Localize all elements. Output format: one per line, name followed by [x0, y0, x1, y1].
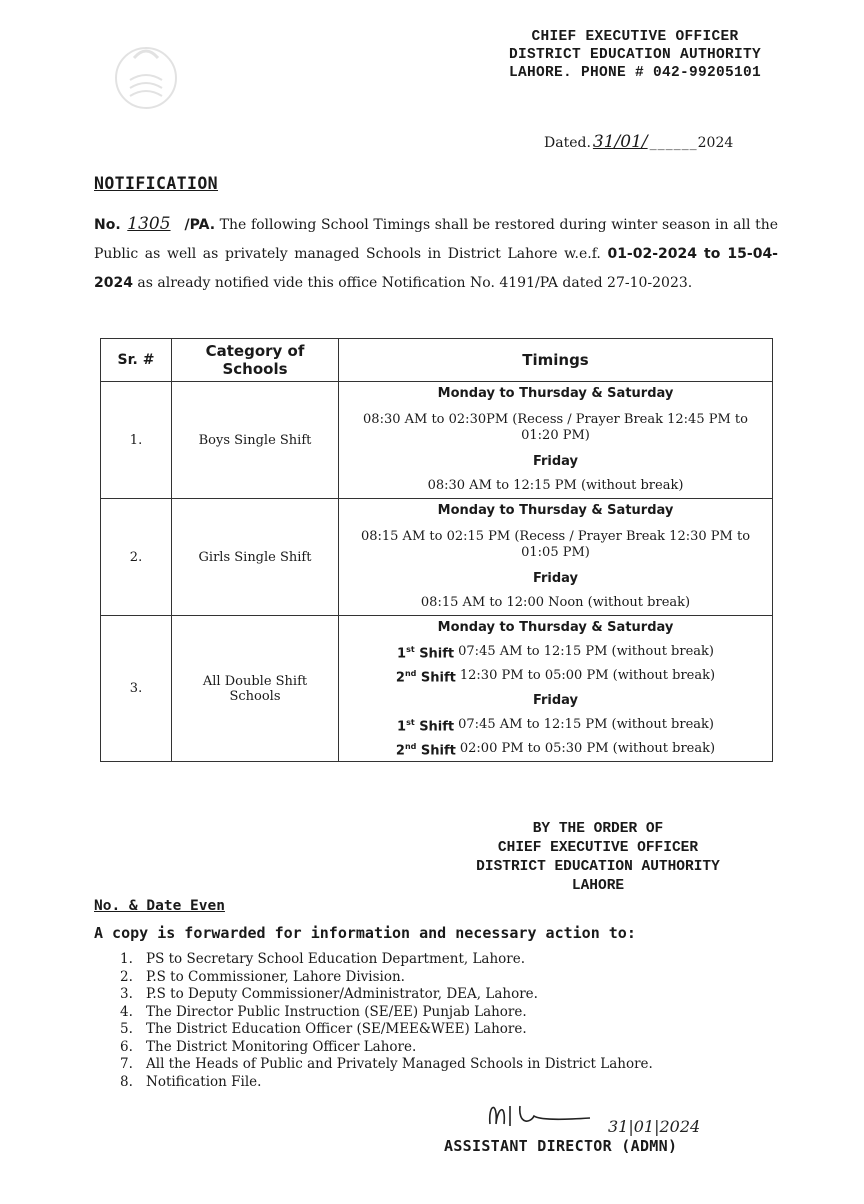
shift-label: Shift [419, 646, 455, 662]
list-item [120, 986, 653, 1004]
row-sr: 3. [101, 616, 172, 762]
shift-ordinal: nd [404, 741, 417, 751]
list-item-text: Notification File. [146, 1073, 262, 1090]
notification-number: 1305 [127, 214, 171, 234]
list-item-text: The District Education Officer (SE/MEE&WEE) Lahore. [146, 1021, 527, 1037]
weekday-time: 08:30 AM to 02:30PM (Recess / Prayer Break 12:45 PM to 01:20 PM) [363, 412, 748, 443]
list-item-number: 5. [120, 1021, 133, 1037]
dated-label: Dated. [544, 135, 591, 151]
list-item-text: All the Heads of Public and Privately Managed Schools in District Lahore. [146, 1056, 653, 1072]
shift-number: 1 [397, 718, 407, 734]
friday-heading: Friday [532, 692, 579, 708]
notification-no-label: No. [94, 217, 121, 233]
list-item-text: P.S to Deputy Commissioner/Administrator, DEA, Lahore. [146, 986, 538, 1002]
friday-heading: Friday [532, 571, 579, 586]
list-item-text: The District Monitoring Officer Lahore. [146, 1038, 417, 1055]
weekday-time: 08:15 AM to 02:15 PM (Recess / Prayer Break 12:30 PM to 01:05 PM) [360, 529, 751, 560]
order-line: LAHORE [571, 878, 625, 894]
friday-heading: Friday [532, 454, 579, 469]
table-row [101, 382, 773, 499]
row-category: Boys Single Shift [172, 382, 339, 499]
shift-time: 12:30 PM to 05:00 PM (without break) [459, 668, 716, 684]
row-sr: 2. [101, 499, 172, 616]
weekday-second-shift [339, 664, 772, 688]
list-item [120, 1039, 653, 1057]
header-sr: Sr. # [101, 339, 172, 382]
list-item-number: 3. [120, 986, 133, 1002]
list-item-number: 8. [120, 1073, 133, 1090]
date-to: 15-04-2024 [94, 246, 778, 291]
weekday-heading: Monday to Thursday & Saturday [437, 620, 674, 635]
notification-text-end: as already notified vide this office Notification No. 4191/PA dated 27-10-2023. [132, 275, 693, 291]
friday-second-shift [339, 737, 772, 761]
shift-label: Shift [420, 743, 456, 759]
row-category: All Double Shift Schools [172, 616, 339, 762]
letterhead-line: CHIEF EXECUTIVE OFFICER [531, 29, 739, 45]
row-timings [339, 382, 773, 499]
list-item-number: 2. [120, 968, 133, 985]
list-item-number: 1. [120, 951, 133, 967]
copy-forwarded-heading: A copy is forwarded for information and necessary action to: [94, 924, 636, 942]
notification-title: NOTIFICATION [94, 174, 219, 193]
letterhead-line: LAHORE. PHONE # 042-99205101 [508, 65, 762, 81]
shift-label: Shift [419, 718, 455, 734]
shift-label: Shift [420, 670, 456, 686]
letterhead-line: DISTRICT EDUCATION AUTHORITY [508, 47, 762, 63]
shift-ordinal: nd [404, 669, 417, 679]
school-timings-table [100, 338, 773, 762]
list-item-number: 4. [120, 1003, 133, 1020]
weekday-first-shift [339, 640, 772, 664]
list-item [120, 1021, 653, 1039]
list-item [120, 1004, 653, 1022]
header-timings: Timings [339, 339, 773, 382]
table-row [101, 499, 773, 616]
dated-year: 2024 [697, 135, 734, 151]
order-line: CHIEF EXECUTIVE OFFICER [497, 840, 699, 856]
shift-number: 2 [395, 670, 405, 686]
dated-line: Dated. 31/01/ ______2024 [544, 132, 734, 152]
order-line: DISTRICT EDUCATION AUTHORITY [476, 859, 720, 875]
no-date-even: No. & Date Even [94, 898, 225, 914]
shift-ordinal: st [406, 717, 415, 727]
shift-ordinal: st [406, 645, 415, 654]
friday-time: 08:30 AM to 12:15 PM (without break) [427, 478, 684, 493]
list-item [120, 969, 653, 987]
date-from: 01-02-2024 [607, 246, 698, 262]
shift-number: 1 [397, 646, 407, 662]
by-order-block [420, 820, 776, 896]
weekday-heading: Monday to Thursday & Saturday [437, 503, 674, 518]
list-item [120, 951, 653, 969]
handwritten-date: 31/01/ [592, 132, 648, 152]
table-row [101, 616, 773, 762]
order-line: BY THE ORDER OF [532, 821, 664, 837]
list-item-text: The Director Public Instruction (SE/EE) Punjab Lahore. [146, 1003, 527, 1020]
list-item-text: PS to Secretary School Education Department, Lahore. [146, 951, 526, 967]
weekday-heading: Monday to Thursday & Saturday [437, 386, 674, 401]
shift-time: 07:45 AM to 12:15 PM (without break) [458, 716, 714, 732]
list-item-number: 7. [120, 1056, 133, 1072]
shift-time: 02:00 PM to 05:30 PM (without break) [459, 741, 716, 757]
distribution-list [120, 951, 653, 1091]
list-item [120, 1074, 653, 1092]
date-to-word: to [697, 246, 728, 262]
government-seal-logo [112, 40, 180, 114]
header-category: Category of Schools [172, 339, 339, 382]
row-timings [339, 499, 773, 616]
table-header-row [101, 339, 773, 382]
shift-time: 07:45 AM to 12:15 PM (without break) [458, 644, 714, 660]
friday-first-shift [339, 713, 772, 737]
row-sr: 1. [101, 382, 172, 499]
shift-number: 2 [395, 743, 405, 759]
handwritten-signature [480, 1094, 710, 1140]
list-item-number: 6. [120, 1038, 133, 1055]
notification-text: The following School Timings shall be restored during winter season in all the Public as well as privately managed Schools in District Lahore w.e.f. [94, 217, 778, 262]
signature-date: 31|01|2024 [608, 1117, 701, 1136]
friday-time: 08:15 AM to 12:00 Noon (without break) [420, 595, 691, 610]
list-item [120, 1056, 653, 1074]
row-category: Girls Single Shift [172, 499, 339, 616]
row-timings [339, 616, 773, 762]
signatory-title: ASSISTANT DIRECTOR (ADMN) [444, 1137, 678, 1155]
office-letterhead [470, 28, 800, 82]
notification-paragraph [94, 210, 778, 298]
list-item-text: P.S to Commissioner, Lahore Division. [146, 968, 405, 985]
notification-suffix: /PA. [184, 217, 216, 233]
